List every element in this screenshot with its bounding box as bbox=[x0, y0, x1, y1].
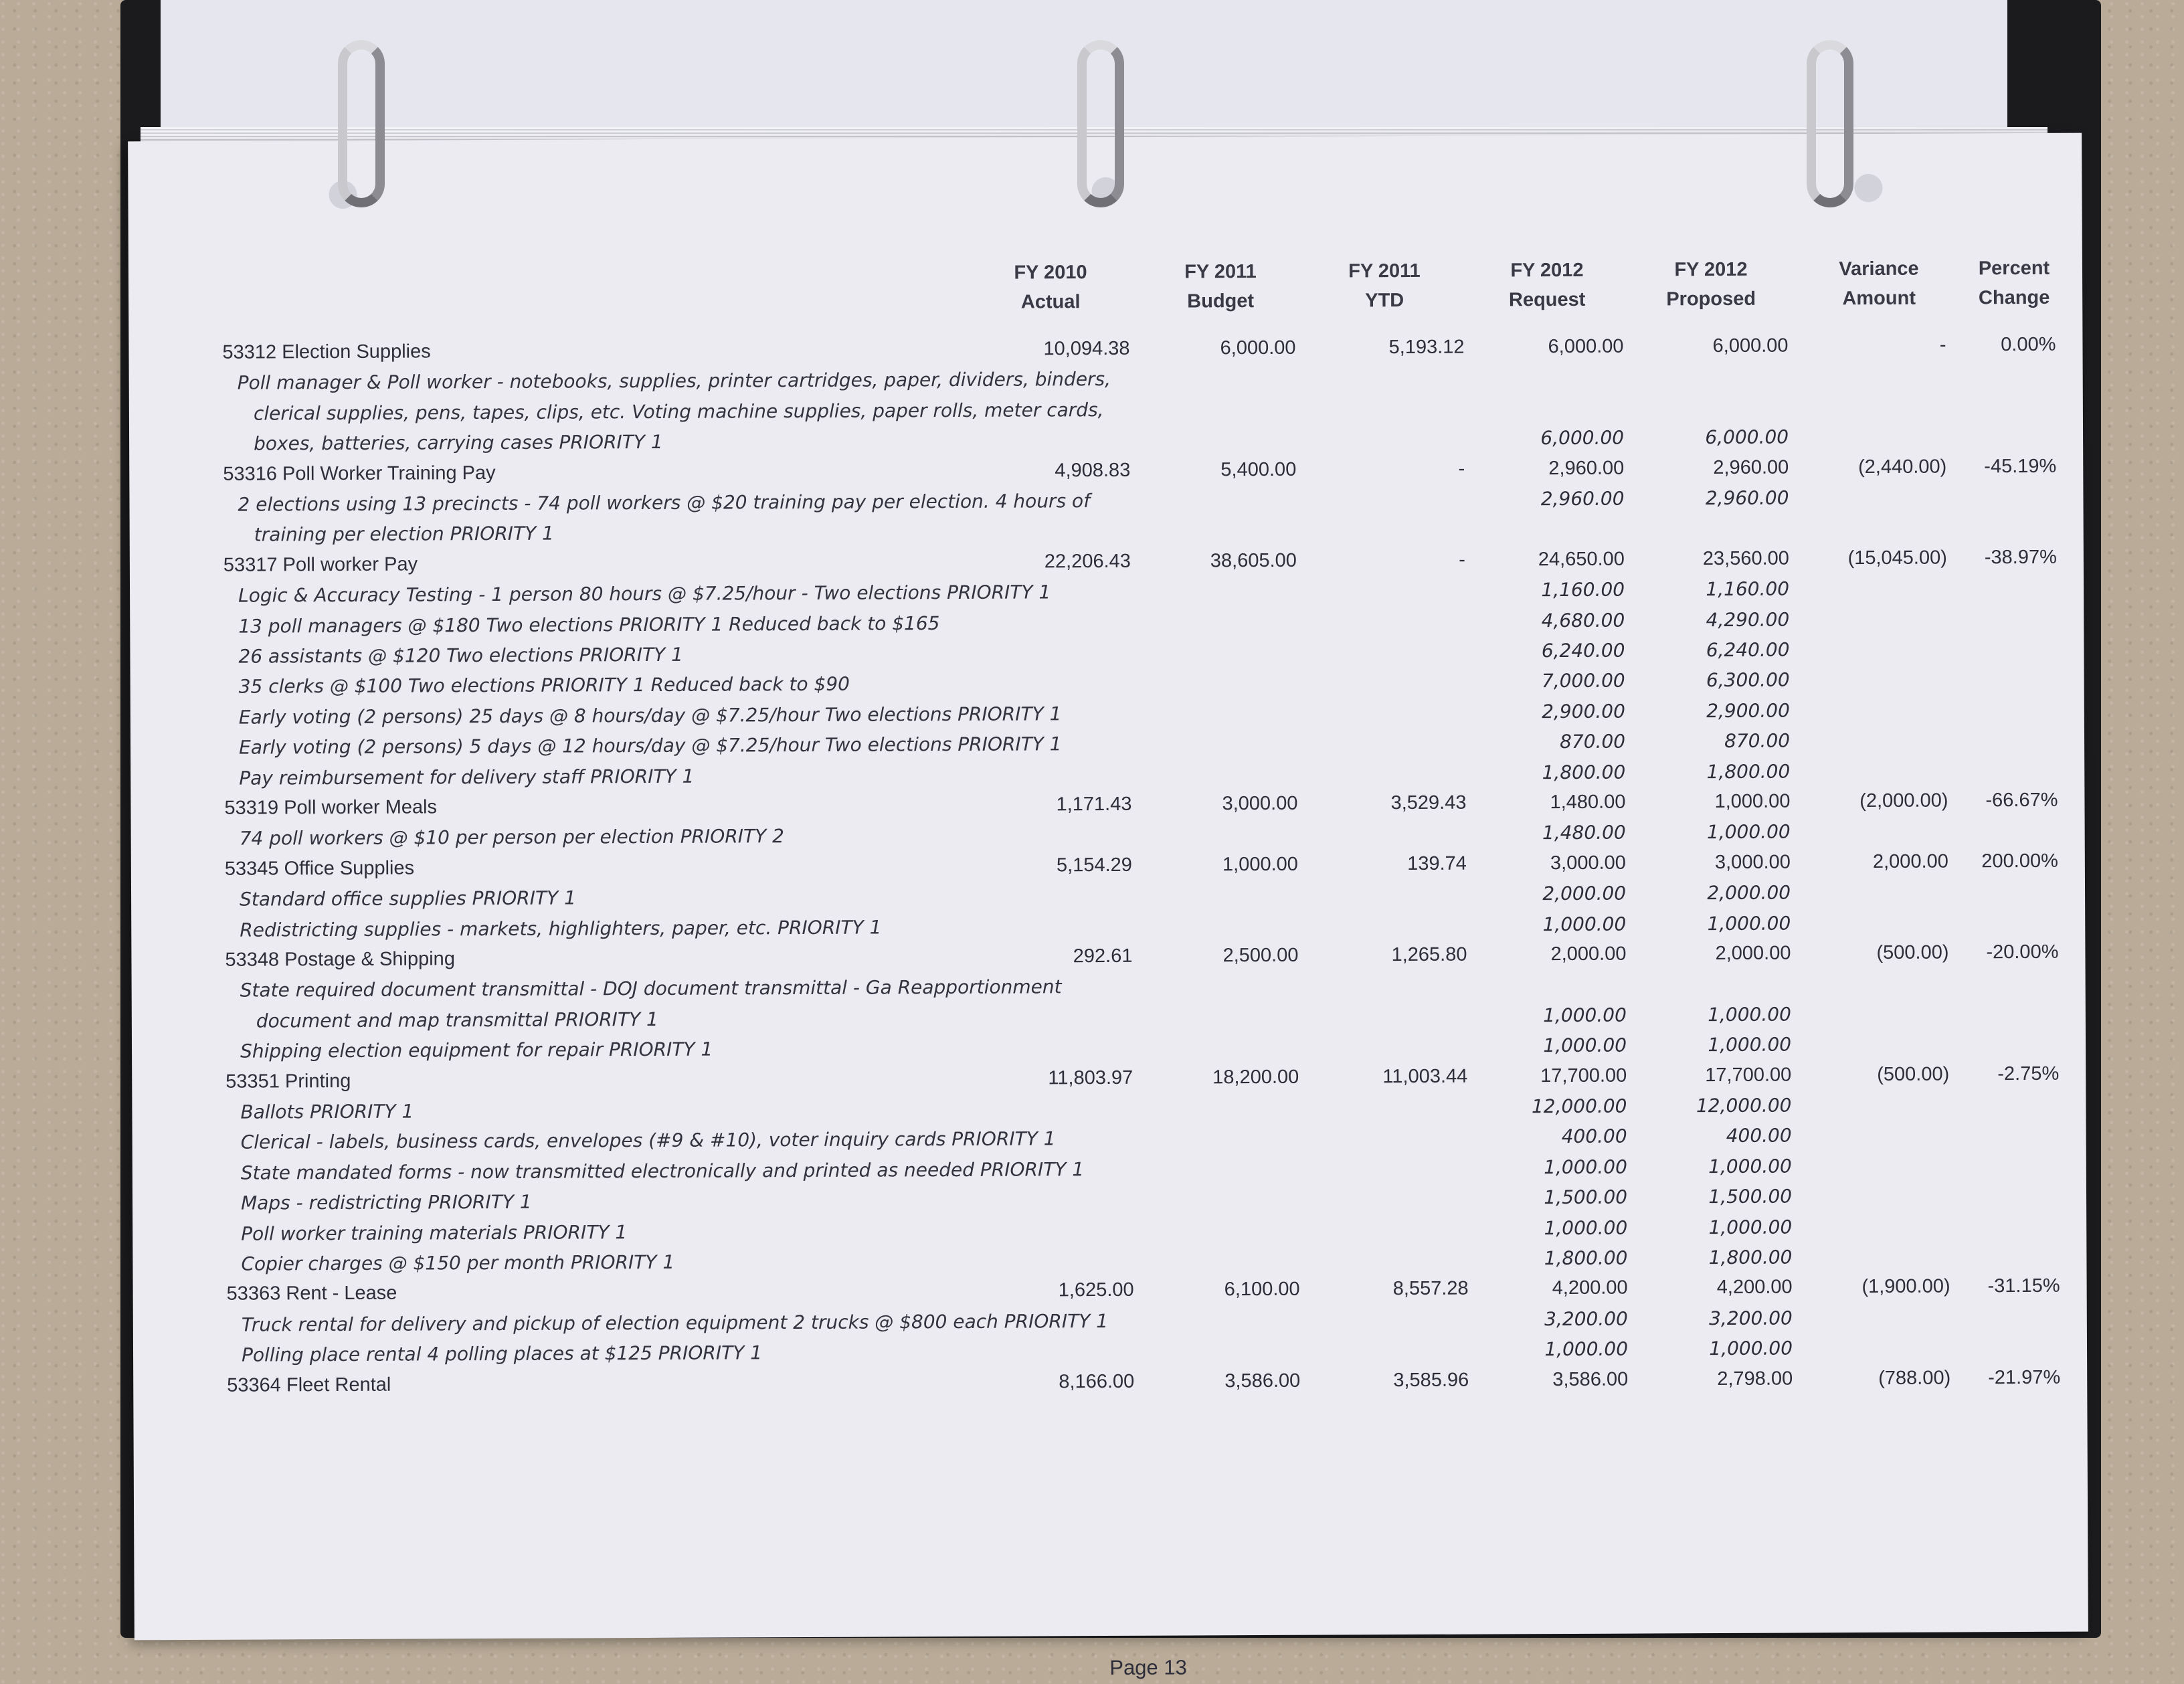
amount-cell: 3,000.00 bbox=[1550, 852, 1626, 874]
amount-cell: 17,700.00 bbox=[1540, 1064, 1627, 1087]
amount-cell: - bbox=[1458, 458, 1465, 480]
column-headers bbox=[222, 254, 2062, 313]
account-label: 53312 Election Supplies bbox=[222, 341, 431, 363]
amount-cell: 4,200.00 bbox=[1552, 1277, 1628, 1299]
budget-sheet bbox=[222, 254, 2068, 1680]
detail-request-amount: 12,000.00 bbox=[1531, 1095, 1627, 1118]
amount-cell: 292.61 bbox=[1073, 945, 1133, 967]
amount-cell: 38,605.00 bbox=[1210, 549, 1297, 572]
amount-cell: 0.00% bbox=[2001, 333, 2056, 356]
amount-cell: 139.74 bbox=[1407, 852, 1467, 874]
amount-cell: 200.00% bbox=[1981, 850, 2058, 872]
detail-request-amount: 1,000.00 bbox=[1543, 1034, 1627, 1057]
detail-request-amount: 2,900.00 bbox=[1542, 700, 1625, 723]
detail-proposed-amount: 2,000.00 bbox=[1707, 881, 1791, 905]
detail-request-amount: 1,480.00 bbox=[1542, 822, 1626, 844]
detail-text: Early voting (2 persons) 5 days @ 12 hours/day @ $7.25/hour Two elections PRIORITY 1 bbox=[239, 733, 1062, 759]
page-number: Page 13 bbox=[1109, 1655, 1187, 1680]
amount-cell: 2,000.00 bbox=[1715, 942, 1791, 965]
account-label: 53348 Postage & Shipping bbox=[225, 948, 455, 971]
detail-text: Clerical - labels, business cards, envelopes (#9 & #10), voter inquiry cards PRIORITY 1 bbox=[240, 1127, 1056, 1154]
amount-cell: -45.19% bbox=[1984, 455, 2057, 477]
amount-cell: -20.00% bbox=[1986, 941, 2059, 963]
detail-request-amount: 1,000.00 bbox=[1544, 1216, 1628, 1239]
detail-request-amount: 1,800.00 bbox=[1542, 761, 1626, 783]
column-header bbox=[1631, 255, 1791, 314]
detail-proposed-amount: 1,160.00 bbox=[1706, 577, 1790, 601]
amount-cell: 24,650.00 bbox=[1538, 548, 1625, 570]
detail-text: 2 elections using 13 precincts - 74 poll workers @ $20 training pay per election. 4 hours of bbox=[238, 490, 1091, 516]
amount-cell: 18,200.00 bbox=[1212, 1066, 1299, 1088]
column-header bbox=[970, 258, 1131, 317]
amount-cell: 6,000.00 bbox=[1548, 335, 1624, 358]
detail-proposed-amount: 2,900.00 bbox=[1706, 699, 1790, 722]
column-header bbox=[1934, 254, 2094, 313]
detail-text: Copier charges @ $150 per month PRIORITY 1 bbox=[241, 1250, 675, 1275]
account-label: 53316 Poll Worker Training Pay bbox=[223, 462, 496, 485]
column-header-line-2: Change bbox=[1978, 286, 2050, 309]
amount-cell: 1,625.00 bbox=[1058, 1279, 1134, 1301]
amount-cell: 4,908.83 bbox=[1055, 459, 1131, 481]
amount-cell: 11,803.97 bbox=[1048, 1066, 1133, 1089]
detail-proposed-amount: 1,000.00 bbox=[1707, 912, 1791, 935]
amount-cell: 5,400.00 bbox=[1220, 458, 1297, 480]
amount-cell: 5,193.12 bbox=[1388, 336, 1465, 359]
detail-text: Poll manager & Poll worker - notebooks, supplies, printer cartridges, paper, dividers, binders, bbox=[237, 368, 1111, 395]
amount-cell: 22,206.43 bbox=[1044, 550, 1131, 573]
detail-proposed-amount: 1,000.00 bbox=[1709, 1337, 1793, 1360]
amount-cell: -38.97% bbox=[1984, 546, 2057, 569]
punch-hole bbox=[1854, 174, 1882, 202]
detail-text: Ballots PRIORITY 1 bbox=[240, 1100, 414, 1123]
detail-request-amount: 1,000.00 bbox=[1544, 1155, 1627, 1178]
amount-cell: 3,000.00 bbox=[1714, 851, 1791, 873]
detail-text: Standard office supplies PRIORITY 1 bbox=[240, 886, 576, 911]
amount-cell: 1,171.43 bbox=[1056, 793, 1132, 816]
amount-cell: (500.00) bbox=[1877, 1063, 1950, 1085]
detail-proposed-amount: 1,000.00 bbox=[1708, 1033, 1792, 1056]
amount-cell: 10,094.38 bbox=[1043, 337, 1130, 360]
detail-proposed-amount: 4,290.00 bbox=[1706, 608, 1790, 631]
detail-proposed-amount: 6,300.00 bbox=[1706, 668, 1790, 692]
account-label: 53364 Fleet Rental bbox=[227, 1374, 391, 1396]
detail-text: Polling place rental 4 polling places at $125 PRIORITY 1 bbox=[241, 1341, 763, 1366]
detail-request-amount: 870.00 bbox=[1560, 730, 1626, 753]
amount-cell: -66.67% bbox=[1985, 789, 2058, 812]
amount-cell: 1,000.00 bbox=[1222, 853, 1298, 876]
detail-text: Shipping election equipment for repair PRIORITY 1 bbox=[240, 1038, 713, 1062]
detail-request-amount: 2,960.00 bbox=[1540, 487, 1625, 510]
amount-cell: 11,003.44 bbox=[1382, 1065, 1468, 1087]
binder-ring-left bbox=[338, 40, 385, 207]
document-page bbox=[128, 133, 2088, 1680]
detail-proposed-amount: 1,800.00 bbox=[1706, 760, 1791, 783]
amount-cell: 2,500.00 bbox=[1222, 944, 1299, 967]
amount-cell: 3,000.00 bbox=[1222, 792, 1298, 815]
column-header-line-1: FY 2010 bbox=[1014, 262, 1087, 284]
detail-text: training per election PRIORITY 1 bbox=[254, 522, 554, 546]
amount-cell: (2,440.00) bbox=[1858, 456, 1947, 478]
detail-text: clerical supplies, pens, tapes, clips, etc. Voting machine supplies, paper rolls, meter cards, bbox=[253, 398, 1104, 425]
account-label: 53351 Printing bbox=[225, 1070, 351, 1093]
amount-cell: 2,960.00 bbox=[1548, 457, 1625, 479]
binder-ring-right bbox=[1807, 40, 1853, 207]
detail-proposed-amount: 1,000.00 bbox=[1708, 1003, 1791, 1026]
detail-request-amount: 1,500.00 bbox=[1544, 1186, 1628, 1209]
detail-text: 13 poll managers @ $180 Two elections PRIORITY 1 Reduced back to $165 bbox=[238, 612, 940, 638]
amount-cell: 5,154.29 bbox=[1056, 854, 1132, 876]
amount-cell: (2,000.00) bbox=[1859, 789, 1948, 812]
binder-ring-middle bbox=[1077, 40, 1124, 207]
detail-text: Truck rental for delivery and pickup of election equipment 2 trucks @ $800 each PRIORITY 1 bbox=[241, 1309, 1109, 1336]
amount-cell: -21.97% bbox=[1988, 1366, 2061, 1388]
detail-request-amount: 3,200.00 bbox=[1544, 1307, 1628, 1330]
amount-cell: 8,557.28 bbox=[1392, 1278, 1469, 1300]
column-header-line-2: Budget bbox=[1187, 290, 1255, 312]
column-header-line-1: FY 2011 bbox=[1184, 261, 1257, 283]
amount-cell: 3,529.43 bbox=[1390, 791, 1467, 814]
detail-request-amount: 1,800.00 bbox=[1544, 1246, 1628, 1270]
column-header bbox=[1467, 256, 1627, 315]
detail-text: 26 assistants @ $120 Two elections PRIORITY 1 bbox=[238, 643, 683, 668]
detail-proposed-amount: 6,240.00 bbox=[1706, 638, 1790, 662]
detail-request-amount: 6,240.00 bbox=[1541, 639, 1625, 662]
account-label: 53363 Rent - Lease bbox=[226, 1283, 397, 1305]
amount-cell: 2,000.00 bbox=[1872, 850, 1948, 872]
detail-request-amount: 7,000.00 bbox=[1541, 670, 1625, 692]
amount-cell: 3,586.00 bbox=[1552, 1368, 1629, 1390]
detail-proposed-amount: 400.00 bbox=[1726, 1124, 1792, 1147]
detail-request-amount: 1,000.00 bbox=[1543, 1004, 1627, 1026]
detail-request-amount: 2,000.00 bbox=[1542, 882, 1627, 905]
amount-cell: 2,798.00 bbox=[1717, 1368, 1793, 1390]
amount-cell: 4,200.00 bbox=[1716, 1276, 1793, 1299]
amount-cell: 23,560.00 bbox=[1702, 547, 1789, 569]
detail-proposed-amount: 3,200.00 bbox=[1709, 1307, 1793, 1329]
detail-text: Maps - redistricting PRIORITY 1 bbox=[240, 1190, 532, 1214]
amount-cell: 8,166.00 bbox=[1059, 1370, 1135, 1392]
column-header-line-1: FY 2012 bbox=[1510, 259, 1584, 282]
column-header-line-1: Variance bbox=[1839, 258, 1919, 280]
amount-cell: 6,000.00 bbox=[1220, 337, 1296, 359]
detail-proposed-amount: 12,000.00 bbox=[1696, 1094, 1792, 1117]
amount-cell: (500.00) bbox=[1876, 941, 1949, 963]
column-header-line-2: Proposed bbox=[1666, 288, 1756, 310]
detail-proposed-amount: 1,800.00 bbox=[1708, 1246, 1793, 1269]
detail-proposed-amount: 6,000.00 bbox=[1705, 426, 1789, 449]
detail-text: State required document transmittal - DOJ document transmittal - Ga Reapportionment bbox=[240, 975, 1062, 1002]
amount-cell: 2,000.00 bbox=[1550, 943, 1627, 965]
detail-proposed-amount: 1,500.00 bbox=[1708, 1185, 1793, 1208]
detail-request-amount: 1,160.00 bbox=[1541, 578, 1625, 601]
column-header-line-2: YTD bbox=[1365, 290, 1404, 312]
detail-proposed-amount: 1,000.00 bbox=[1706, 820, 1791, 844]
column-header-line-1: Percent bbox=[1978, 257, 2050, 280]
detail-proposed-amount: 2,960.00 bbox=[1705, 486, 1789, 510]
detail-text: Redistricting supplies - markets, highlighters, paper, etc. PRIORITY 1 bbox=[240, 916, 882, 941]
amount-cell: - bbox=[1939, 334, 1946, 356]
amount-cell: (15,045.00) bbox=[1847, 547, 1947, 569]
amount-cell: - bbox=[1459, 549, 1465, 571]
amount-cell: 3,585.96 bbox=[1393, 1369, 1469, 1391]
column-header-line-2: Request bbox=[1508, 288, 1586, 311]
detail-text: Logic & Accuracy Testing - 1 person 80 hours @ $7.25/hour - Two elections PRIORITY 1 bbox=[238, 581, 1051, 607]
column-header-line-1: FY 2011 bbox=[1348, 260, 1421, 282]
amount-cell: 6,100.00 bbox=[1224, 1279, 1300, 1301]
detail-text: Pay reimbursement for delivery staff PRIORITY 1 bbox=[239, 765, 695, 789]
detail-request-amount: 6,000.00 bbox=[1540, 426, 1625, 450]
detail-text: 35 clerks @ $100 Two elections PRIORITY 1 Reduced back to $90 bbox=[238, 673, 850, 698]
amount-cell: -2.75% bbox=[1997, 1062, 2060, 1085]
detail-text: document and map transmittal PRIORITY 1 bbox=[256, 1008, 658, 1032]
detail-text: Early voting (2 persons) 25 days @ 8 hours/day @ $7.25/hour Two elections PRIORITY 1 bbox=[238, 703, 1062, 729]
detail-proposed-amount: 870.00 bbox=[1724, 729, 1791, 753]
amount-cell: 1,480.00 bbox=[1550, 791, 1626, 814]
detail-request-amount: 1,000.00 bbox=[1544, 1337, 1629, 1361]
detail-request-amount: 1,000.00 bbox=[1542, 913, 1627, 935]
column-header-line-1: FY 2012 bbox=[1674, 258, 1748, 281]
column-header-line-2: Actual bbox=[1020, 291, 1081, 313]
amount-cell: 17,700.00 bbox=[1705, 1064, 1792, 1086]
detail-text: State mandated forms - now transmitted electronically and printed as needed PRIORITY 1 bbox=[240, 1157, 1085, 1184]
detail-proposed-amount: 1,000.00 bbox=[1708, 1216, 1793, 1238]
amount-cell: (1,900.00) bbox=[1861, 1275, 1950, 1298]
detail-request-amount: 4,680.00 bbox=[1541, 609, 1625, 632]
detail-text: Poll worker training materials PRIORITY 1 bbox=[241, 1220, 628, 1245]
account-label: 53319 Poll worker Meals bbox=[224, 796, 438, 819]
amount-cell: -31.15% bbox=[1987, 1275, 2060, 1297]
amount-cell: 1,000.00 bbox=[1714, 790, 1791, 813]
detail-proposed-amount: 1,000.00 bbox=[1708, 1155, 1792, 1178]
detail-request-amount: 400.00 bbox=[1561, 1125, 1627, 1148]
account-label: 53317 Poll worker Pay bbox=[223, 553, 418, 576]
column-header bbox=[1304, 256, 1465, 316]
amount-cell: (788.00) bbox=[1878, 1367, 1951, 1389]
amount-cell: 1,265.80 bbox=[1391, 943, 1467, 966]
amount-cell: 2,960.00 bbox=[1713, 456, 1789, 478]
amount-cell: 3,586.00 bbox=[1224, 1370, 1301, 1392]
amount-cell: 6,000.00 bbox=[1712, 335, 1789, 357]
detail-text: boxes, batteries, carrying cases PRIORITY 1 bbox=[254, 431, 663, 455]
detail-text: 74 poll workers @ $10 per person per election PRIORITY 2 bbox=[239, 825, 785, 850]
account-label: 53345 Office Supplies bbox=[224, 857, 415, 880]
column-header-line-2: Amount bbox=[1842, 287, 1916, 310]
column-header bbox=[1140, 257, 1301, 316]
